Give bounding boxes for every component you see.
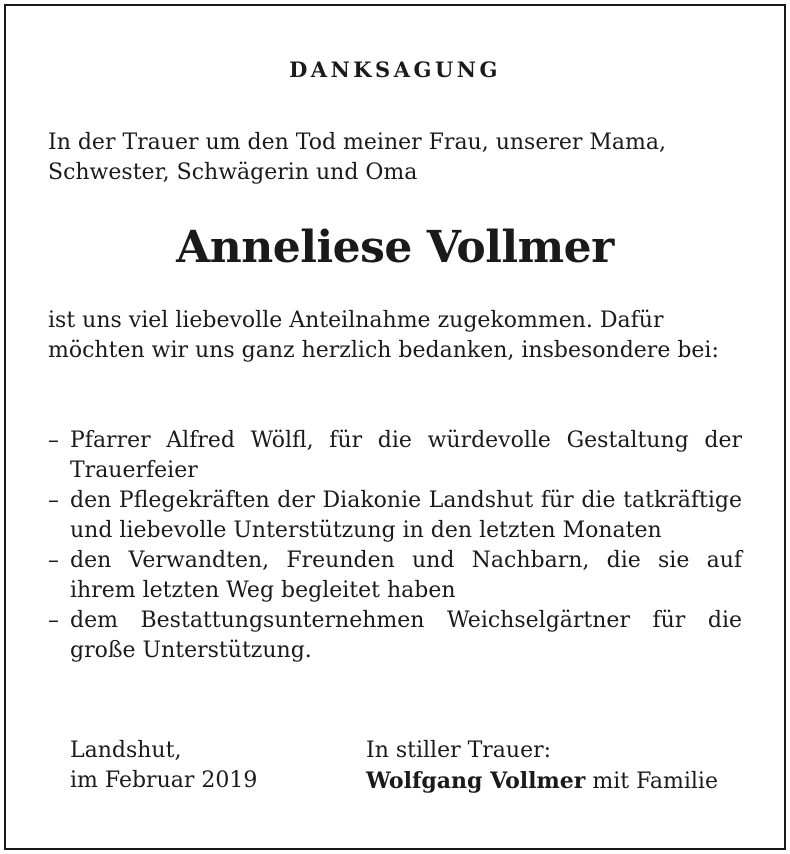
place: Landshut, bbox=[70, 738, 182, 763]
list-item-text: Pfarrer Alfred Wölfl, für die würdevolle Gestaltung der Trauerfeier bbox=[70, 428, 742, 483]
intro-text: In der Trauer um den Tod meiner Frau, unserer Mama, Schwester, Schwägerin und Oma bbox=[48, 130, 667, 185]
list-item-text: dem Bestattungsunternehmen Weichselgärtner für die große Unterstützung. bbox=[70, 608, 742, 663]
signer-name: Wolfgang Vollmer bbox=[366, 768, 586, 794]
list-dash: – bbox=[48, 488, 59, 513]
announcement-heading: DANKSAGUNG bbox=[289, 57, 501, 82]
list-dash: – bbox=[48, 608, 59, 633]
thanks-text: ist uns viel liebevolle Anteilnahme zugekommen. Dafür möchten wir uns ganz herzlich bedanken, insbesondere bei: bbox=[48, 308, 719, 363]
list-item bbox=[48, 606, 742, 666]
list-dash: – bbox=[48, 428, 59, 453]
list-item bbox=[48, 426, 742, 486]
date: im Februar 2019 bbox=[70, 768, 258, 793]
place-date bbox=[70, 736, 257, 796]
signer-suffix: mit Familie bbox=[585, 769, 718, 794]
list-dash: – bbox=[48, 548, 59, 573]
signature-block bbox=[366, 736, 718, 797]
list-item bbox=[48, 486, 742, 546]
list-item-text: den Verwandten, Freunden und Nachbarn, die sie auf ihrem letzten Weg begleitet haben bbox=[70, 548, 742, 603]
mourning-label: In stiller Trauer: bbox=[366, 738, 552, 763]
deceased-name: Anneliese Vollmer bbox=[176, 222, 614, 273]
signer-line bbox=[366, 766, 718, 797]
thanks-list bbox=[48, 426, 742, 666]
list-item bbox=[48, 546, 742, 606]
list-item-text: den Pflegekräften der Diakonie Landshut für die tatkräftige und liebevolle Unterstützung in den letzten Monaten bbox=[70, 488, 742, 543]
